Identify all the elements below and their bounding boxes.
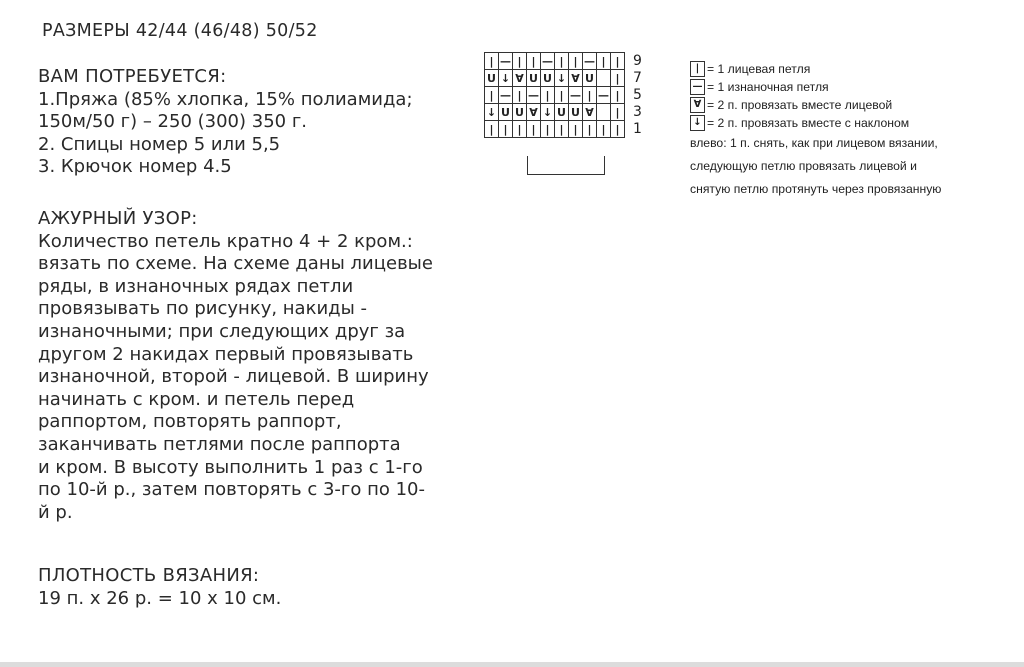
chart-cell: | [569, 121, 583, 138]
materials-line: 150м/50 г) – 250 (300) 350 г. [38, 111, 308, 133]
chart-cell: — [542, 54, 553, 68]
chart-cell: — [584, 54, 595, 68]
chart-cell: | [611, 104, 625, 121]
lace-pattern-line: начинать с кром. и петель перед [38, 388, 355, 410]
chart-row [485, 53, 658, 70]
lace-pattern-line: Количество петель кратно 4 + 2 кром.: [38, 230, 413, 252]
lace-pattern-heading: АЖУРНЫЙ УЗОР: [38, 208, 198, 229]
lace-pattern-line: по 10-й р., затем повторять с 3-го по 10- [38, 479, 425, 501]
bottom-divider [0, 662, 1024, 667]
k2tog-icon: ∀ [690, 97, 705, 113]
materials-line: 1.Пряжа (85% хлопка, 15% полиамида; [38, 88, 413, 110]
chart-cell: — [500, 88, 511, 102]
chart-cell: U [499, 104, 513, 121]
chart-cell: | [513, 87, 527, 104]
chart-cell: ↓ [485, 104, 499, 121]
gauge-value: 19 п. х 26 р. = 10 х 10 см. [38, 587, 282, 609]
chart-cell: | [555, 87, 569, 104]
gauge-section [38, 565, 281, 610]
lace-pattern-line: раппортом, повторять раппорт, [38, 411, 342, 433]
chart-cell: — [598, 88, 609, 102]
materials-line: 2. Спицы номер 5 или 5,5 [38, 133, 281, 155]
knitting-chart [484, 52, 658, 138]
chart-cell: | [597, 53, 611, 70]
lace-pattern-line: провязывать по рисунку, накиды - [38, 298, 368, 320]
lace-pattern-line: изнаночными; при следующих друг за [38, 320, 406, 342]
chart-cell: ∀ [527, 104, 541, 121]
chart-cell: U [555, 104, 569, 121]
lace-pattern-line: заканчивать петлями после раппорта [38, 433, 401, 455]
legend-continuation: влево: 1 п. снять, как при лицевом вязании, [690, 136, 938, 150]
legend-item [690, 60, 941, 78]
legend-continuation: снятую петлю протянуть через провязанную [690, 182, 942, 196]
chart-cell: | [527, 53, 541, 70]
legend-text: = 1 лицевая петля [707, 62, 811, 76]
chart-cell: | [597, 121, 611, 138]
legend-item [690, 96, 941, 114]
chart-cell: | [527, 121, 541, 138]
gauge-heading: ПЛОТНОСТЬ ВЯЗАНИЯ: [38, 565, 260, 586]
materials-heading: ВАМ ПОТРЕБУЕТСЯ: [38, 66, 227, 87]
lace-pattern-line: й р. [38, 501, 73, 523]
chart-cell: | [611, 87, 625, 104]
chart-cell: U [569, 104, 583, 121]
chart-cell: | [485, 53, 499, 70]
chart-cell: | [555, 53, 569, 70]
chart-cell: U [513, 104, 527, 121]
legend-item [690, 114, 941, 132]
chart-cell: ↓ [541, 104, 555, 121]
chart-row-number: 3 [633, 104, 642, 120]
sizes-title: РАЗМЕРЫ 42/44 (46/48) 50/52 [42, 21, 318, 41]
chart-cell: | [485, 121, 499, 138]
chart-cell: U [485, 70, 499, 87]
chart-cell: | [499, 121, 513, 138]
chart-cell: | [611, 121, 625, 138]
chart-cell: | [513, 53, 527, 70]
chart-cell: | [555, 121, 569, 138]
chart-cell: U [527, 70, 541, 87]
ssk-icon: ↓ [690, 115, 705, 131]
chart-cell: ↓ [499, 70, 513, 87]
chart-cell: | [485, 87, 499, 104]
chart-cell: | [513, 121, 527, 138]
legend-item [690, 78, 941, 96]
chart-legend [690, 60, 941, 201]
chart-cell: ∀ [513, 70, 527, 87]
chart-row [485, 121, 658, 138]
materials-line: 3. Крючок номер 4.5 [38, 156, 232, 178]
chart-cell: | [541, 87, 555, 104]
materials-section [38, 66, 413, 179]
lace-pattern-line: другом 2 накидах первый провязывать [38, 343, 414, 365]
lace-pattern-line: вязать по схеме. На схеме даны лицевые [38, 253, 433, 275]
chart-cell: | [569, 53, 583, 70]
legend-text: = 2 п. провязать вместе лицевой [707, 98, 893, 112]
chart-row-number: 7 [633, 70, 642, 86]
chart-cell: — [570, 88, 581, 102]
chart-cell: ↓ [555, 70, 569, 87]
chart-cell [597, 70, 611, 87]
legend-text: = 2 п. провязать вместе с наклоном [707, 116, 910, 130]
lace-pattern-line: изнаночной, второй - лицевой. В ширину [38, 366, 429, 388]
chart-row [485, 70, 658, 87]
chart-cell: — [500, 54, 511, 68]
knit-stitch-icon: | [690, 61, 705, 77]
chart-cell: | [611, 70, 625, 87]
chart-cell: | [541, 121, 555, 138]
purl-stitch-icon: — [690, 79, 705, 95]
rapport-bracket [527, 156, 605, 175]
chart-row [485, 104, 658, 121]
lace-pattern-line: ряды, в изнаночных рядах петли [38, 275, 354, 297]
legend-text: = 1 изнаночная петля [707, 80, 829, 94]
chart-cell: | [583, 121, 597, 138]
chart-row-number: 5 [633, 87, 642, 103]
chart-row-number: 1 [633, 121, 642, 137]
chart-cell: U [583, 70, 597, 87]
chart-cell: U [541, 70, 555, 87]
chart-cell: — [528, 88, 539, 102]
chart-cell: | [583, 87, 597, 104]
chart-cell: ∀ [583, 104, 597, 121]
chart-grid [484, 52, 658, 138]
lace-pattern-section [38, 208, 433, 524]
chart-cell [597, 104, 611, 121]
chart-cell: ∀ [569, 70, 583, 87]
chart-row-number: 9 [633, 53, 642, 69]
chart-cell: | [611, 53, 625, 70]
legend-continuation: следующую петлю провязать лицевой и [690, 159, 917, 173]
chart-row [485, 87, 658, 104]
lace-pattern-line: и кром. В высоту выполнить 1 раз с 1-го [38, 456, 423, 478]
